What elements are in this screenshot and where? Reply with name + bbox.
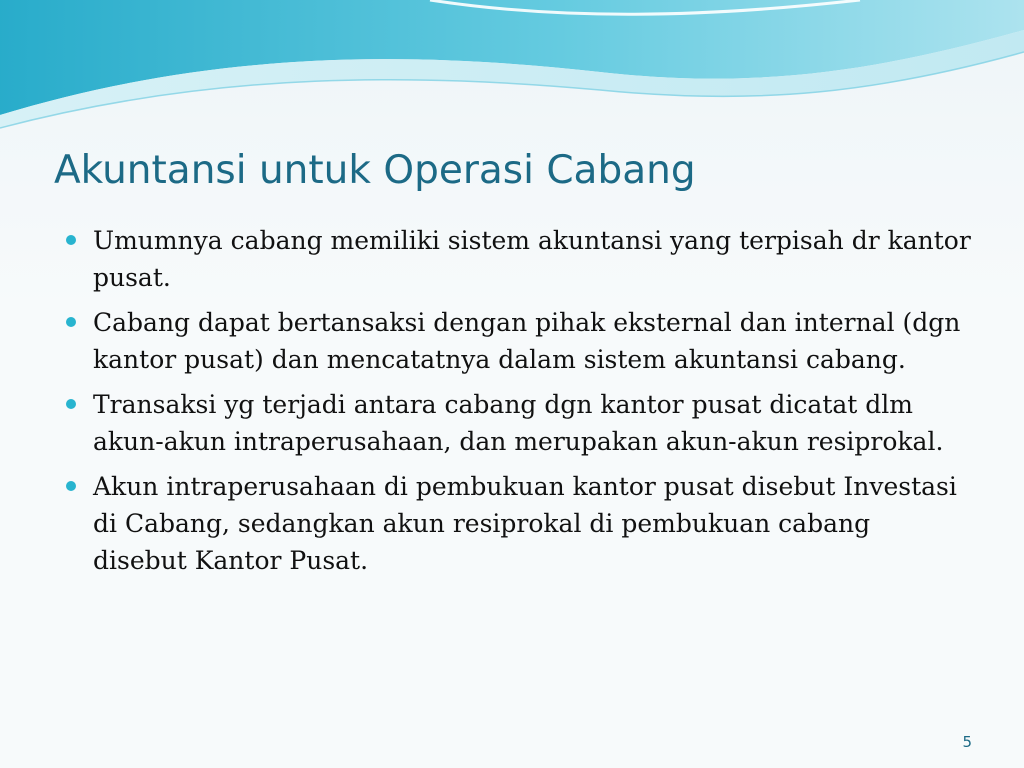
slide-title: Akuntansi untuk Operasi Cabang <box>54 148 696 193</box>
bullet-item <box>66 468 971 579</box>
bullet-dot-icon <box>66 235 76 245</box>
bullet-list <box>66 222 971 587</box>
bullet-text: Transaksi yg terjadi antara cabang dgn kantor pusat dicatat dlm akun-akun intraperusahaan, dan merupakan akun-akun resiprokal. <box>93 390 944 456</box>
bullet-dot-icon <box>66 481 76 491</box>
bullet-dot-icon <box>66 317 76 327</box>
header-wave-decoration <box>0 0 1024 140</box>
bullet-text: Akun intraperusahaan di pembukuan kantor pusat disebut Investasi di Cabang, sedangkan akun resiprokal di pembukuan cabang disebut Kantor Pusat. <box>93 472 957 575</box>
bullet-item <box>66 304 971 378</box>
bullet-item <box>66 222 971 296</box>
bullet-text: Umumnya cabang memiliki sistem akuntansi yang terpisah dr kantor pusat. <box>93 226 971 292</box>
bullet-item <box>66 386 971 460</box>
bullet-dot-icon <box>66 399 76 409</box>
page-number: 5 <box>962 733 972 751</box>
bullet-text: Cabang dapat bertansaksi dengan pihak eksternal dan internal (dgn kantor pusat) dan mencatatnya dalam sistem akuntansi cabang. <box>93 308 961 374</box>
